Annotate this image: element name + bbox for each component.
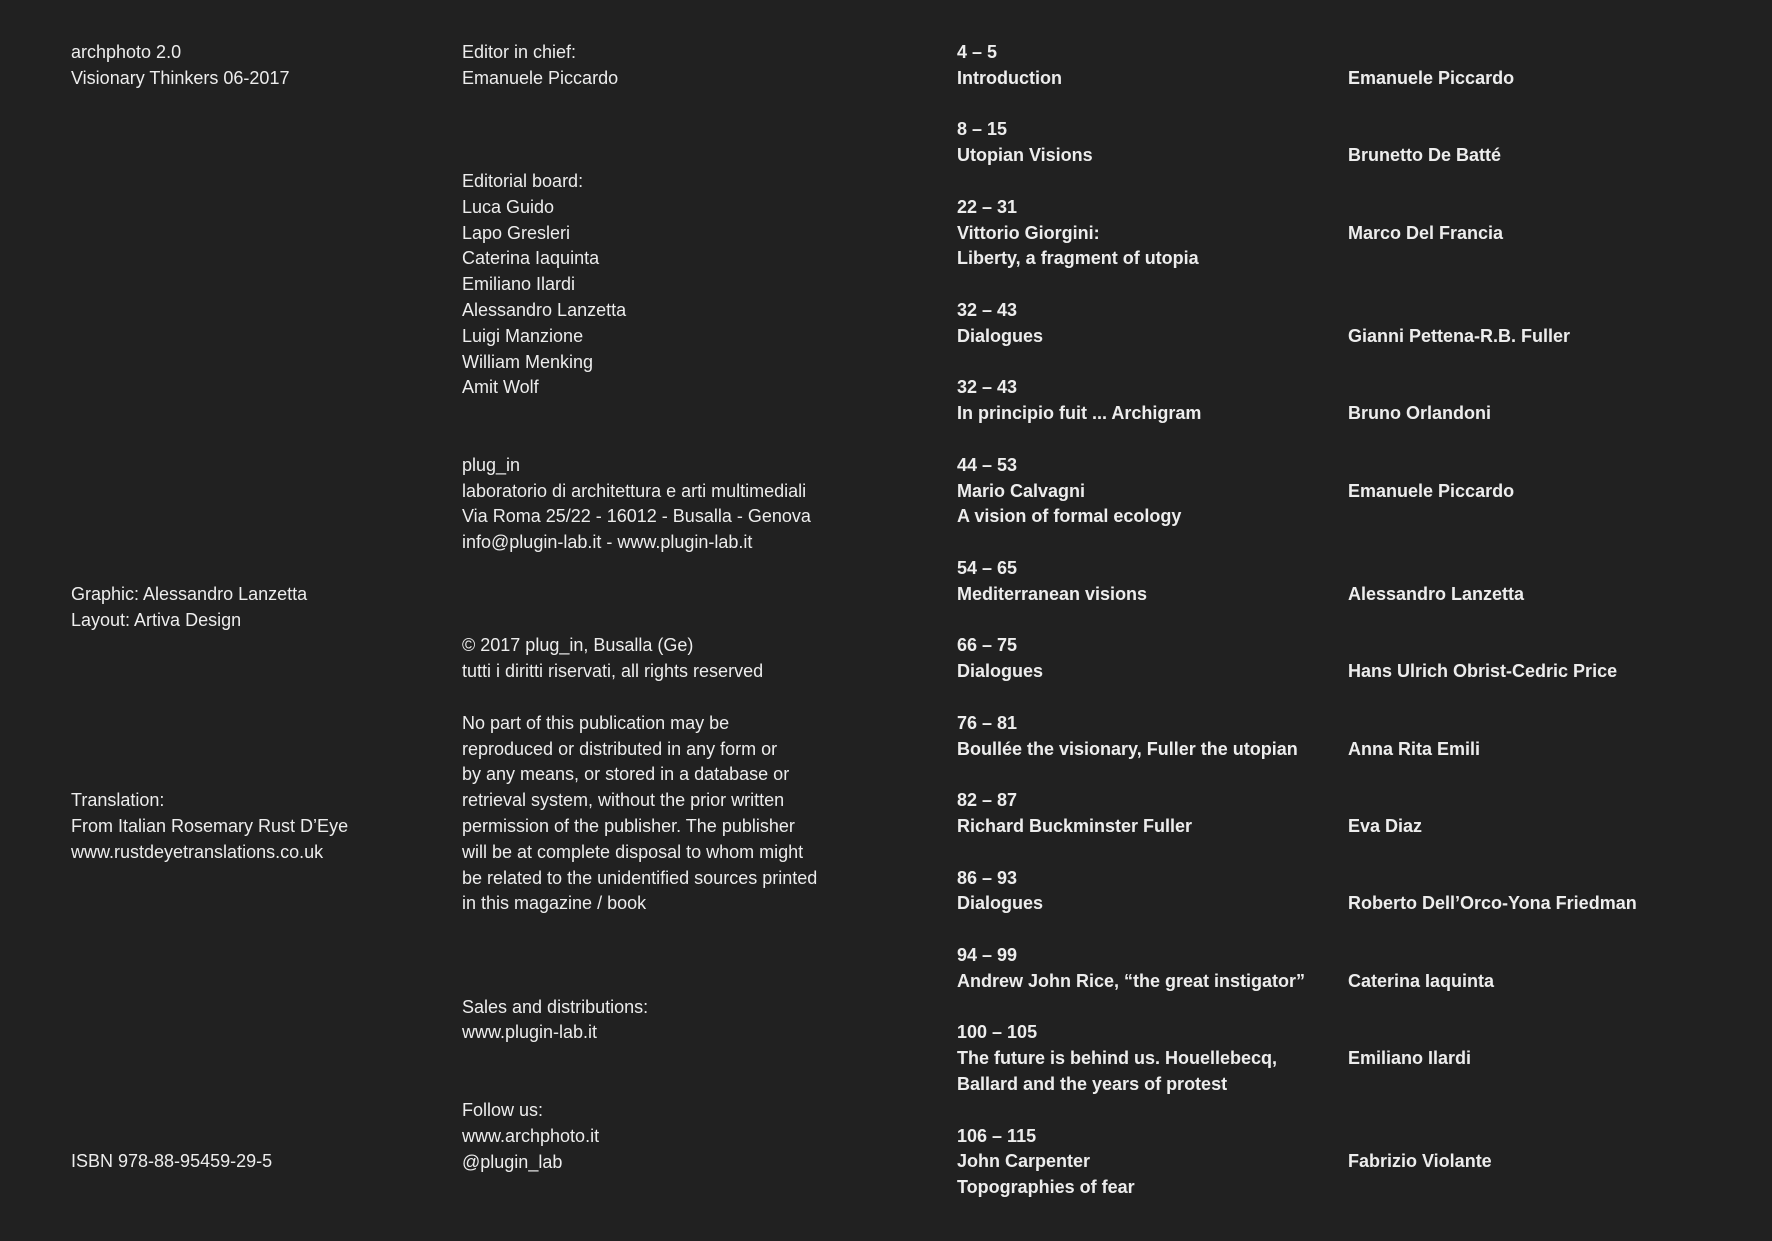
toc-entry[interactable]: [957, 633, 1717, 682]
toc-title-line: Dialogues: [957, 893, 1044, 914]
disclaimer-block: [462, 711, 817, 917]
toc-entry[interactable]: [957, 117, 1717, 166]
toc-entry[interactable]: [957, 943, 1717, 991]
toc-entry[interactable]: [957, 556, 1717, 604]
board-member: Luigi Manzione: [462, 325, 584, 346]
toc-title-line: Mario Calvagni: [957, 480, 1086, 501]
toc-author: Bruno Orlandoni: [1348, 403, 1491, 424]
toc-page-range: 32 – 43: [957, 299, 1018, 320]
toc-entry[interactable]: [957, 453, 1717, 527]
copyright-block: [462, 633, 763, 685]
toc-title: [957, 814, 1337, 840]
follow-heading: Follow us:: [462, 1100, 544, 1120]
toc-entry[interactable]: [957, 711, 1717, 759]
toc-title-line: Vittorio Giorgini:: [957, 222, 1100, 243]
toc-entry[interactable]: [957, 195, 1717, 269]
toc-title: [957, 143, 1337, 169]
toc-title: [957, 401, 1337, 427]
disclaimer-line: retrieval system, without the prior written: [462, 790, 785, 811]
toc-page-range: 86 – 93: [957, 867, 1018, 888]
disclaimer-line: be related to the unidentified sources printed: [462, 867, 818, 888]
rights-line: tutti i diritti riservati, all rights reserved: [462, 661, 764, 682]
toc-title-line: Dialogues: [957, 325, 1044, 346]
toc-page-range: 54 – 65: [957, 557, 1018, 578]
publisher-block: [462, 453, 811, 556]
copyright-line: © 2017 plug_in, Busalla (Ge): [462, 635, 694, 656]
toc-page-range: 82 – 87: [957, 790, 1018, 811]
toc-title: [957, 66, 1337, 92]
toc-author: Roberto Dell’Orco-Yona Friedman: [1348, 893, 1637, 914]
magazine-name: archphoto 2.0: [71, 42, 182, 62]
toc-title: [957, 969, 1337, 995]
toc-page-range: 94 – 99: [957, 945, 1018, 965]
toc-title-line: Andrew John Rice, “the great instigator”: [957, 970, 1306, 991]
graphic-credit: Graphic: Alessandro Lanzetta: [71, 583, 308, 604]
publisher-description: laboratorio di architettura e arti multimediali: [462, 480, 807, 501]
disclaimer-line: by any means, or stored in a database or: [462, 764, 790, 785]
toc-title: [957, 582, 1337, 608]
editor-name: Emanuele Piccardo: [462, 67, 619, 88]
toc-entry[interactable]: [957, 1020, 1717, 1094]
toc-entry[interactable]: [957, 1124, 1717, 1198]
toc-title: [957, 1046, 1337, 1098]
toc-page-range: 106 – 115: [957, 1125, 1037, 1146]
sales-block: [462, 995, 648, 1047]
sales-url[interactable]: www.plugin-lab.it: [462, 1022, 598, 1043]
toc-entry[interactable]: [957, 40, 1717, 88]
follow-url[interactable]: www.archphoto.it: [462, 1125, 600, 1146]
toc-page-range: 4 – 5: [957, 42, 998, 62]
toc-author: Anna Rita Emili: [1348, 738, 1481, 759]
publisher-name: plug_in: [462, 454, 521, 475]
toc-entry[interactable]: [957, 788, 1717, 836]
toc-page-range: 22 – 31: [957, 196, 1018, 217]
toc-title-line: The future is behind us. Houellebecq,: [957, 1048, 1278, 1069]
disclaimer-line: will be at complete disposal to whom might: [462, 841, 804, 862]
sales-heading: Sales and distributions:: [462, 996, 649, 1017]
toc-author: Caterina Iaquinta: [1348, 970, 1495, 991]
toc-author: Alessandro Lanzetta: [1348, 583, 1525, 604]
toc-page-range: 44 – 53: [957, 454, 1018, 475]
toc-title-line: Introduction: [957, 67, 1062, 88]
toc-title-line: Ballard and the years of protest: [957, 1073, 1228, 1094]
board-heading: Editorial board:: [462, 171, 584, 191]
toc-author: Emanuele Piccardo: [1348, 480, 1515, 501]
translation-url[interactable]: www.rustdeyetranslations.co.uk: [71, 841, 324, 862]
toc-title: [957, 324, 1337, 350]
toc-author: Emiliano Ilardi: [1348, 1048, 1472, 1069]
toc-author: Emanuele Piccardo: [1348, 67, 1515, 88]
translation-credit: From Italian Rosemary Rust D’Eye: [71, 815, 349, 836]
issue-title: Visionary Thinkers 06-2017: [71, 67, 290, 88]
board-member: Alessandro Lanzetta: [462, 299, 627, 320]
follow-handle[interactable]: @plugin_lab: [462, 1151, 563, 1172]
toc-title-line: John Carpenter: [957, 1151, 1091, 1172]
toc-title-line: Liberty, a fragment of utopia: [957, 248, 1199, 269]
board-member: Emiliano Ilardi: [462, 274, 576, 295]
toc-author: Eva Diaz: [1348, 815, 1423, 836]
toc-page-range: 32 – 43: [957, 377, 1018, 398]
translation-heading: Translation:: [71, 790, 165, 811]
toc-entry[interactable]: [957, 866, 1717, 914]
toc-author: Hans Ulrich Obrist-Cedric Price: [1348, 661, 1618, 682]
toc-title: [957, 479, 1337, 531]
disclaimer-line: reproduced or distributed in any form or: [462, 738, 778, 759]
toc-title: [957, 891, 1337, 917]
follow-block: [462, 1098, 599, 1175]
toc-author: Marco Del Francia: [1348, 222, 1504, 243]
publisher-address: Via Roma 25/22 - 16012 - Busalla - Genova: [462, 506, 811, 527]
disclaimer-line: No part of this publication may be: [462, 712, 730, 733]
disclaimer-line: in this magazine / book: [462, 893, 647, 914]
board-member: Luca Guido: [462, 196, 555, 217]
toc-title: [957, 221, 1337, 273]
board-member: Amit Wolf: [462, 377, 539, 398]
toc-page-range: 100 – 105: [957, 1022, 1038, 1043]
toc-author: Fabrizio Violante: [1348, 1151, 1492, 1172]
board-member: Lapo Gresleri: [462, 222, 571, 243]
toc-page-range: 66 – 75: [957, 635, 1018, 656]
toc-title: [957, 659, 1337, 685]
isbn: ISBN 978-88-95459-29-5: [71, 1151, 273, 1172]
toc-title-line: A vision of formal ecology: [957, 506, 1182, 527]
toc-entry[interactable]: [957, 298, 1717, 346]
toc-entry[interactable]: [957, 375, 1717, 424]
toc-title-line: Dialogues: [957, 661, 1044, 682]
toc-title: [957, 737, 1337, 763]
publisher-contact[interactable]: info@plugin-lab.it - www.plugin-lab.it: [462, 532, 753, 553]
toc-title-line: Mediterranean visions: [957, 583, 1148, 604]
toc-author: Brunetto De Batté: [1348, 145, 1502, 166]
toc-title-line: Richard Buckminster Fuller: [957, 815, 1193, 836]
editorial-board: [462, 169, 626, 401]
toc-title-line: In principio fuit ... Archigram: [957, 403, 1202, 424]
toc-title-line: Boullée the visionary, Fuller the utopian: [957, 738, 1298, 759]
board-member: William Menking: [462, 351, 594, 372]
toc-page-range: 76 – 81: [957, 712, 1018, 733]
board-member: Caterina Iaquinta: [462, 248, 600, 269]
editor-heading: Editor in chief:: [462, 42, 577, 62]
toc-page-range: 8 – 15: [957, 119, 1008, 140]
toc-title-line: Topographies of fear: [957, 1177, 1135, 1198]
toc-title: [957, 1149, 1337, 1201]
toc-author: Gianni Pettena-R.B. Fuller: [1348, 325, 1571, 346]
layout-credit: Layout: Artiva Design: [71, 609, 242, 630]
toc-title-line: Utopian Visions: [957, 145, 1093, 166]
disclaimer-line: permission of the publisher. The publisher: [462, 815, 795, 836]
